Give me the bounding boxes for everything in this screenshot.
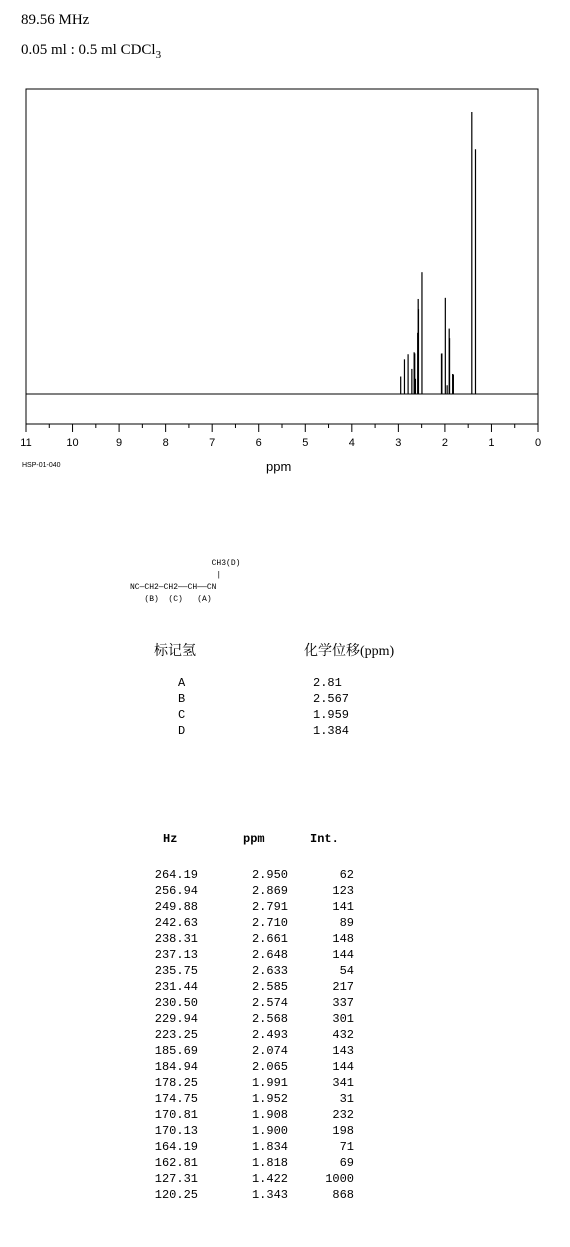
peak-hz: 242.63 xyxy=(154,916,198,930)
peak-int: 148 xyxy=(332,932,354,946)
structure-line-4: (B) (C) (A) xyxy=(130,595,212,604)
peak-ppm: 2.065 xyxy=(251,1060,288,1074)
peak-ppm: 2.869 xyxy=(251,884,288,898)
peak-hz: 229.94 xyxy=(154,1012,198,1026)
x-tick-label: 8 xyxy=(162,437,169,449)
assignment-label: C xyxy=(178,708,186,722)
x-tick-label: 1 xyxy=(488,437,495,449)
peak-hz: 223.25 xyxy=(154,1028,198,1042)
assignment-shift: 2.81 xyxy=(313,676,342,690)
x-tick-label: 5 xyxy=(302,437,309,449)
x-tick-label: 3 xyxy=(395,437,402,449)
peak-int: 62 xyxy=(339,868,354,882)
assignment-label: D xyxy=(178,724,186,738)
peak-ppm: 1.900 xyxy=(251,1124,288,1138)
peak-ppm: 2.585 xyxy=(251,980,288,994)
peak-hz: 230.50 xyxy=(154,996,198,1010)
assignment-shift: 1.384 xyxy=(313,724,350,738)
x-tick-label: 11 xyxy=(20,437,32,449)
peak-int: 337 xyxy=(332,996,354,1010)
spectrum-peaks xyxy=(401,112,476,394)
peak-hz: 170.13 xyxy=(154,1124,198,1138)
peak-ppm: 2.950 xyxy=(251,868,288,882)
peak-hz: 256.94 xyxy=(154,884,198,898)
peak-hz: 162.81 xyxy=(154,1156,198,1170)
sample-conditions-subscript: 3 xyxy=(155,49,162,61)
x-tick-label: 6 xyxy=(255,437,262,449)
peak-int: 301 xyxy=(332,1012,354,1026)
peak-hz: 237.13 xyxy=(154,948,198,962)
structure-line-3: NC—CH2—CH2——CH——CN xyxy=(130,583,217,592)
peak-int: 232 xyxy=(332,1108,354,1122)
peak-int: 31 xyxy=(339,1092,354,1106)
x-tick-label: 9 xyxy=(116,437,123,449)
peak-hz: 235.75 xyxy=(154,964,198,978)
x-tick-label: 2 xyxy=(441,437,448,449)
peak-hz: 127.31 xyxy=(154,1172,198,1186)
peak-hz: 184.94 xyxy=(154,1060,198,1074)
peak-hz: 178.25 xyxy=(154,1076,198,1090)
peak-ppm: 1.818 xyxy=(251,1156,288,1170)
peak-hz: 238.31 xyxy=(154,932,198,946)
peak-ppm: 1.834 xyxy=(251,1140,288,1154)
peak-int: 217 xyxy=(332,980,354,994)
peak-ppm: 1.422 xyxy=(251,1172,288,1186)
peak-ppm: 1.908 xyxy=(251,1108,288,1122)
structure-line-2: | xyxy=(130,571,222,580)
peak-ppm: 2.710 xyxy=(251,916,288,930)
peak-ppm: 2.791 xyxy=(251,900,288,914)
peak-hz: 170.81 xyxy=(154,1108,198,1122)
peak-ppm: 2.661 xyxy=(251,932,288,946)
peak-ppm: 2.633 xyxy=(251,964,288,978)
assignment-label: A xyxy=(178,676,186,690)
peak-ppm: 1.952 xyxy=(251,1092,288,1106)
peak-hz: 249.88 xyxy=(154,900,198,914)
spectrum-code: HSP-01-040 xyxy=(22,462,61,469)
peak-hz: 264.19 xyxy=(154,868,198,882)
x-axis-ticks xyxy=(20,424,541,449)
assignment-header-hydrogen: 标记氢 xyxy=(154,644,196,659)
x-tick-label: 7 xyxy=(209,437,216,449)
assignment-header-shift: 化学位移(ppm) xyxy=(304,644,395,659)
spectrometer-frequency: 89.56 MHz xyxy=(21,12,90,28)
peak-int: 341 xyxy=(332,1076,354,1090)
peak-int: 89 xyxy=(339,916,354,930)
assignment-shift: 1.959 xyxy=(313,708,350,722)
peak-int: 123 xyxy=(332,884,354,898)
peak-hz: 164.19 xyxy=(154,1140,198,1154)
peak-ppm: 1.991 xyxy=(251,1076,288,1090)
peak-ppm: 2.074 xyxy=(251,1044,288,1058)
peak-int: 71 xyxy=(339,1140,354,1154)
assignment-shift: 2.567 xyxy=(313,692,350,706)
peak-ppm: 2.574 xyxy=(251,996,288,1010)
peak-int: 198 xyxy=(332,1124,354,1138)
peak-int: 144 xyxy=(332,948,354,962)
peak-hz: 120.25 xyxy=(154,1188,198,1202)
peak-int: 143 xyxy=(332,1044,354,1058)
peak-hz: 231.44 xyxy=(154,980,198,994)
peak-hz: 185.69 xyxy=(154,1044,198,1058)
x-tick-label: 0 xyxy=(534,437,542,449)
peak-ppm: 2.493 xyxy=(251,1028,288,1042)
assignment-label: B xyxy=(178,692,186,706)
peak-int: 432 xyxy=(332,1028,354,1042)
peak-header-hz: Hz xyxy=(163,832,178,846)
peak-int: 69 xyxy=(339,1156,354,1170)
nmr-spectrum-chart xyxy=(0,0,570,480)
x-tick-label: 4 xyxy=(348,437,355,449)
sample-conditions-text: 0.05 ml : 0.5 ml CDCl xyxy=(21,42,156,58)
structure-line-1: CH3(D) xyxy=(130,559,241,568)
plot-frame xyxy=(26,89,538,424)
peak-ppm: 1.343 xyxy=(251,1188,288,1202)
x-tick-label: 10 xyxy=(66,437,79,449)
peak-int: 1000 xyxy=(325,1172,354,1186)
peak-header-ppm: ppm xyxy=(243,832,265,846)
x-axis-label: ppm xyxy=(266,459,292,474)
peak-ppm: 2.648 xyxy=(251,948,288,962)
peak-int: 54 xyxy=(339,964,354,978)
peak-int: 868 xyxy=(332,1188,354,1202)
peak-hz: 174.75 xyxy=(154,1092,198,1106)
peak-ppm: 2.568 xyxy=(251,1012,288,1026)
peak-int: 144 xyxy=(332,1060,354,1074)
molecular-structure xyxy=(130,558,240,606)
peak-int: 141 xyxy=(332,900,354,914)
peak-header-int: Int. xyxy=(310,832,339,846)
